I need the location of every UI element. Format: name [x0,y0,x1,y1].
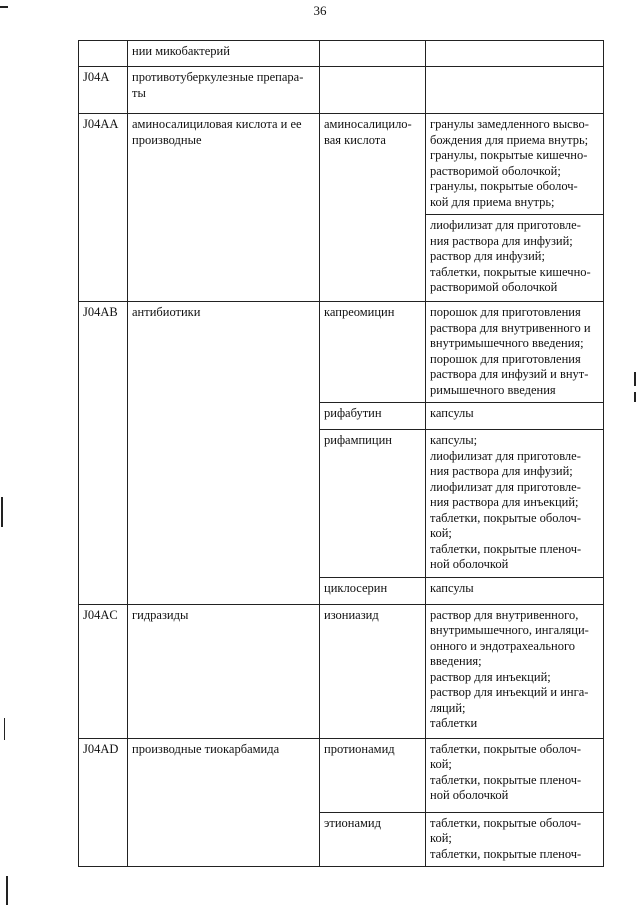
dosage-forms-cell [426,41,604,67]
drug-name-cell [320,738,426,812]
dosage-form-line: растворимой оболочкой [430,280,558,294]
drug-name-line: циклосерин [324,580,388,595]
drug-name-cell [320,114,426,302]
dosage-form-line: кой; [430,831,452,845]
dosage-form-line: таблетки [430,716,478,730]
dosage-form-line: таблетки, покрытые оболоч- [430,815,581,830]
dosage-form-line: раствор для инъекций и инга- [430,685,589,699]
dosage-form-line: ляций; [430,700,466,715]
dosage-forms-cell [426,67,604,114]
dosage-form-line: гранулы замедленного высво- [430,117,589,131]
dosage-form-line: ной оболочкой [430,557,509,571]
atc-code-cell [79,41,128,67]
dosage-forms-cell [426,403,604,430]
drug-name-line: вая кислота [324,132,386,147]
group-name-cell [128,114,320,302]
group-name-line: нии микобактерий [132,44,230,58]
page-number: 36 [313,3,327,18]
drug-name-line: капреомицин [324,305,395,319]
dosage-forms-cell [426,215,604,302]
group-name-line: производные тиокарбамида [132,741,280,756]
scan-mark-top-left [0,6,8,8]
dosage-forms-cell [426,302,604,403]
dosage-form-line: таблетки, покрытые оболоч- [430,741,581,756]
atc-code-cell: J04AD [79,738,128,867]
dosage-form-line: лиофилизат для приготовле- [430,218,581,232]
dosage-form-line: ной оболочкой [430,788,509,802]
dosage-form-line: раствора для внутривенного и [430,320,591,335]
drug-name-cell [320,403,426,430]
dosage-form-line: капсулы [430,580,474,595]
dosage-form-line: лиофилизат для приготовле- [430,448,581,463]
dosage-form-line: порошок для приготовления [430,351,581,366]
drug-name-line: рифампицин [324,433,392,447]
drug-name-cell [320,604,426,738]
table-row [79,604,604,738]
dosage-form-line: капсулы; [430,433,478,447]
dosage-form-line: кой для приема внутрь; [430,194,555,209]
atc-code-cell: J04AB [79,302,128,605]
drug-name-cell [320,41,426,67]
drug-name-line: рифабутин [324,406,382,420]
dosage-forms-cell [426,114,604,215]
dosage-forms-cell [426,577,604,604]
table-row [79,302,604,403]
dosage-form-line: таблетки, покрытые пленоч- [430,846,582,861]
atc-code-cell: J04AA [79,114,128,302]
dosage-form-line: внутримышечного, ингаляци- [430,623,589,637]
dosage-form-line: раствор для инфузий; [430,249,545,263]
group-name-line: производные [132,132,202,147]
dosage-form-line: введения; [430,654,482,668]
dosage-form-line: капсулы [430,406,474,420]
dosage-form-line: внутримышечного введения; [430,336,584,350]
drug-name-cell [320,577,426,604]
scan-mark-right-2 [634,392,636,402]
drug-name-line: аминосалицило- [324,117,412,131]
group-name-line: ты [132,85,146,100]
drug-name-line: изониазид [324,607,379,622]
dosage-form-line: римышечного введения [430,382,556,397]
dosage-form-line: онного и эндотрахеального [430,638,576,653]
atc-code-cell: J04AC [79,604,128,738]
scan-mark-right [634,372,636,386]
drug-name-line: этионамид [324,815,381,830]
drug-name-line: протионамид [324,741,395,756]
dosage-form-line: ния раствора для инфузий; [430,233,573,248]
dosage-form-line: лиофилизат для приготовле- [430,479,581,494]
group-name-cell [128,302,320,605]
dosage-form-line: кой; [430,526,452,540]
dosage-form-line: раствор для внутривенного, [430,607,579,622]
group-name-line: антибиотики [132,305,201,319]
drug-name-cell [320,67,426,114]
dosage-forms-cell [426,604,604,738]
table-row [79,114,604,215]
dosage-form-line: растворимой оболочкой; [430,163,561,178]
dosage-form-line: гранулы, покрытые оболоч- [430,179,578,193]
dosage-form-line: таблетки, покрытые оболоч- [430,510,581,525]
dosage-form-line: порошок для приготовления [430,305,581,319]
drug-name-cell [320,430,426,578]
group-name-cell [128,738,320,867]
atc-code-cell: J04A [79,67,128,114]
drug-classification-table [78,40,604,867]
table-row [79,738,604,812]
group-name-cell [128,41,320,67]
table-row [79,41,604,67]
dosage-form-line: кой; [430,757,452,771]
dosage-form-line: бождения для приема внутрь; [430,132,589,147]
group-name-line: противотуберкулезные препара- [132,70,304,84]
dosage-form-line: таблетки, покрытые пленоч- [430,772,582,787]
dosage-form-line: раствора для инфузий и внут- [430,367,589,381]
dosage-forms-cell [426,430,604,578]
group-name-cell [128,67,320,114]
dosage-form-line: раствор для инъекций; [430,669,551,684]
scan-mark-bottom-left [6,876,8,905]
dosage-forms-cell [426,738,604,812]
drug-name-cell [320,812,426,867]
dosage-form-line: таблетки, покрытые кишечно- [430,264,591,279]
group-name-line: аминосалициловая кислота и ее [132,117,302,131]
dosage-form-line: таблетки, покрытые пленоч- [430,541,582,556]
dosage-form-line: ния раствора для инъекций; [430,495,579,509]
dosage-form-line: ния раствора для инфузий; [430,464,573,478]
group-name-line: гидразиды [132,607,189,622]
scan-mark-left [1,497,3,527]
group-name-cell [128,604,320,738]
dosage-forms-cell [426,812,604,867]
drug-name-cell [320,302,426,403]
scan-mark-left-2 [4,718,5,740]
dosage-form-line: гранулы, покрытые кишечно- [430,148,588,162]
table-row [79,67,604,114]
